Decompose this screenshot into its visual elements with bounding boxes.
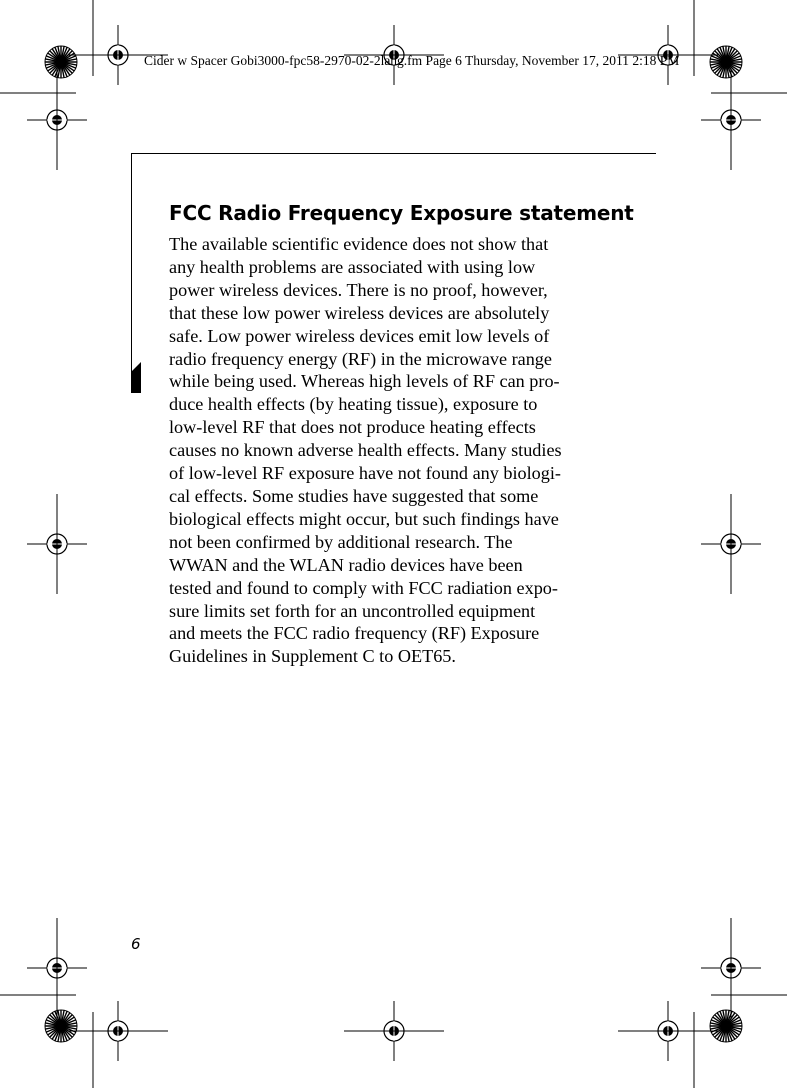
- paragraph-line: any health problems are associated with using low: [169, 256, 536, 277]
- star-target-icon: [45, 46, 77, 78]
- page-number: 6: [131, 935, 141, 953]
- paragraph-line: while being used. Whereas high levels of RF can pro-: [169, 371, 560, 392]
- section-title: FCC Radio Frequency Exposure statement: [169, 201, 634, 225]
- paragraph-line: power wireless devices. There is no proof, however,: [169, 279, 548, 300]
- file-slug-header: Cider w Spacer Gobi3000-fpc58-2970-02-2lang.fm Page 6 Thursday, November 17, 2011 2:18 PM: [144, 53, 680, 68]
- star-target-icon: [45, 1010, 77, 1042]
- paragraph-line: cal effects. Some studies have suggested that some: [169, 485, 539, 506]
- paragraph-line: biological effects might occur, but such findings have: [169, 508, 559, 529]
- frame-rule-top: [131, 153, 656, 154]
- paragraph-line: causes no known adverse health effects. Many studies: [169, 440, 562, 461]
- body-paragraph: [169, 233, 629, 668]
- paragraph-line: Guidelines in Supplement C to OET65.: [169, 646, 456, 667]
- paragraph-line: not been confirmed by additional research. The: [169, 531, 513, 552]
- paragraph-line: that these low power wireless devices are absolutely: [169, 302, 550, 323]
- star-target-icon: [710, 1010, 742, 1042]
- paragraph-line: and meets the FCC radio frequency (RF) Exposure: [169, 623, 540, 644]
- paragraph-line: WWAN and the WLAN radio devices have been: [169, 554, 523, 575]
- paragraph-line: The available scientific evidence does not show that: [169, 234, 549, 254]
- paragraph-line: tested and found to comply with FCC radiation expo-: [169, 577, 558, 598]
- paragraph-line: of low-level RF exposure have not found any biologi-: [169, 463, 561, 484]
- paragraph-line: low-level RF that does not produce heating effects: [169, 417, 536, 438]
- paragraph-line: radio frequency energy (RF) in the microwave range: [169, 348, 552, 369]
- paragraph-line: safe. Low power wireless devices emit low levels of: [169, 325, 550, 346]
- star-target-icon: [710, 46, 742, 78]
- paragraph-line: sure limits set forth for an uncontrolled equipment: [169, 600, 536, 621]
- paragraph-line: duce health effects (by heating tissue), exposure to: [169, 394, 538, 415]
- thumb-tab-marker: [131, 362, 141, 393]
- frame-rule-left: [131, 153, 132, 393]
